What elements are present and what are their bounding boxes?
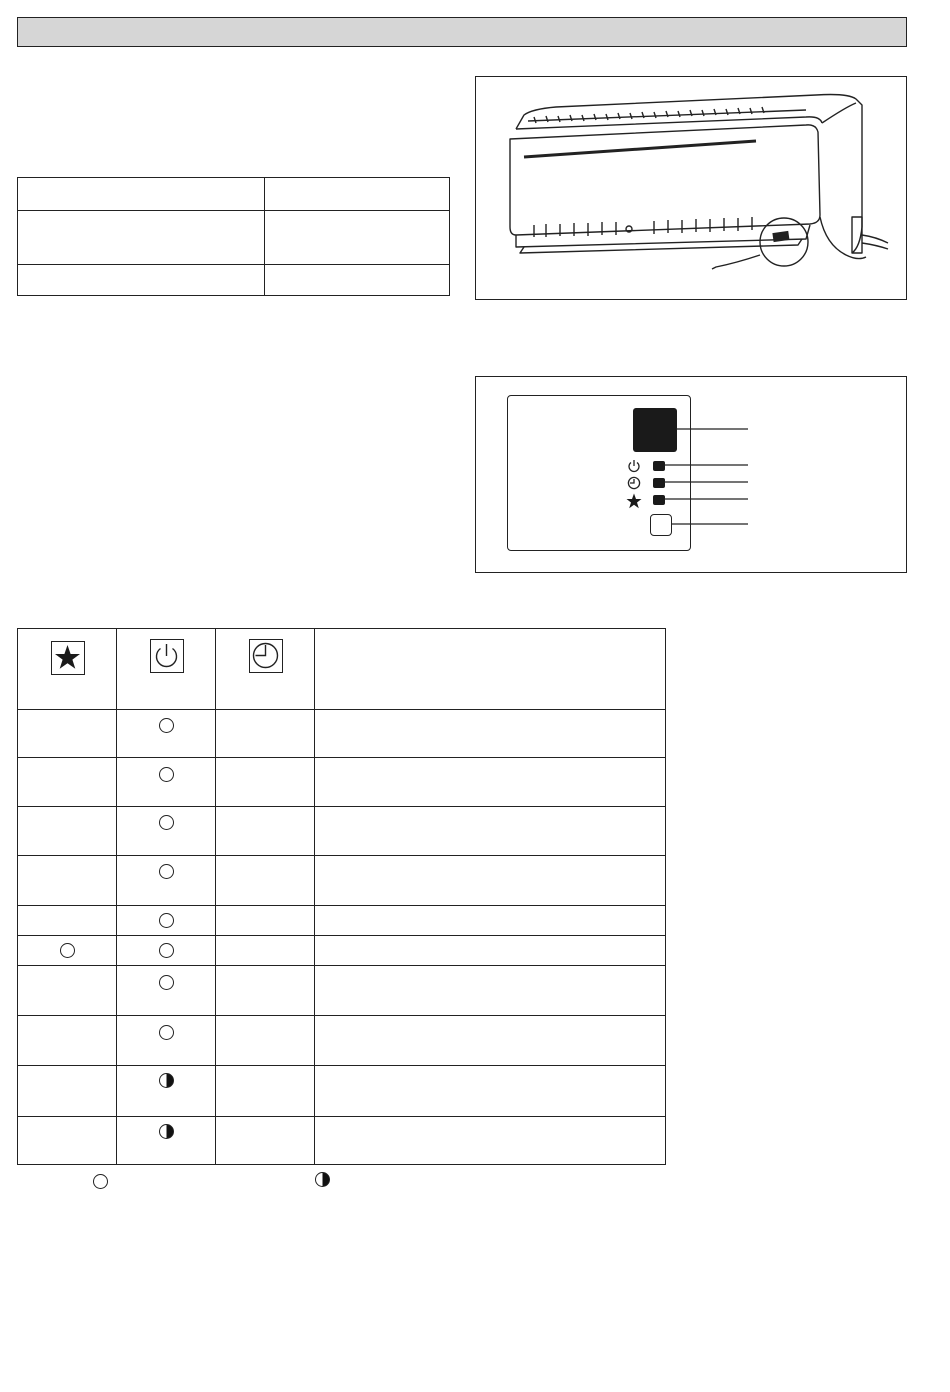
power-on-indicator [159,1025,174,1040]
callout-leader-lines [476,377,908,574]
power-blinking-indicator [159,1124,174,1139]
spec-cell [18,211,264,219]
power-on-indicator [159,975,174,990]
star-icon [51,641,85,675]
power-on-indicator [159,815,174,830]
power-blinking-indicator [159,1073,174,1088]
power-on-indicator [159,864,174,879]
star-on-indicator [60,943,75,958]
display-panel-figure [475,376,907,573]
half-circle-icon [315,1172,330,1187]
spec-cell [264,211,450,219]
power-icon [150,639,184,673]
spec-cell [18,265,264,273]
air-conditioner-illustration [476,77,906,299]
section-header-bar [17,17,907,47]
spec-table [17,177,450,296]
spec-cell [18,178,264,186]
display-panel-detail [772,231,789,242]
power-on-indicator [159,913,174,928]
spec-cell [264,178,450,186]
power-on-indicator [159,943,174,958]
indoor-unit-figure [475,76,907,300]
status-table [17,628,666,1165]
timer-icon [249,639,283,673]
power-on-indicator [159,718,174,733]
open-circle-icon [93,1174,108,1189]
power-on-indicator [159,767,174,782]
spec-cell [264,265,450,273]
